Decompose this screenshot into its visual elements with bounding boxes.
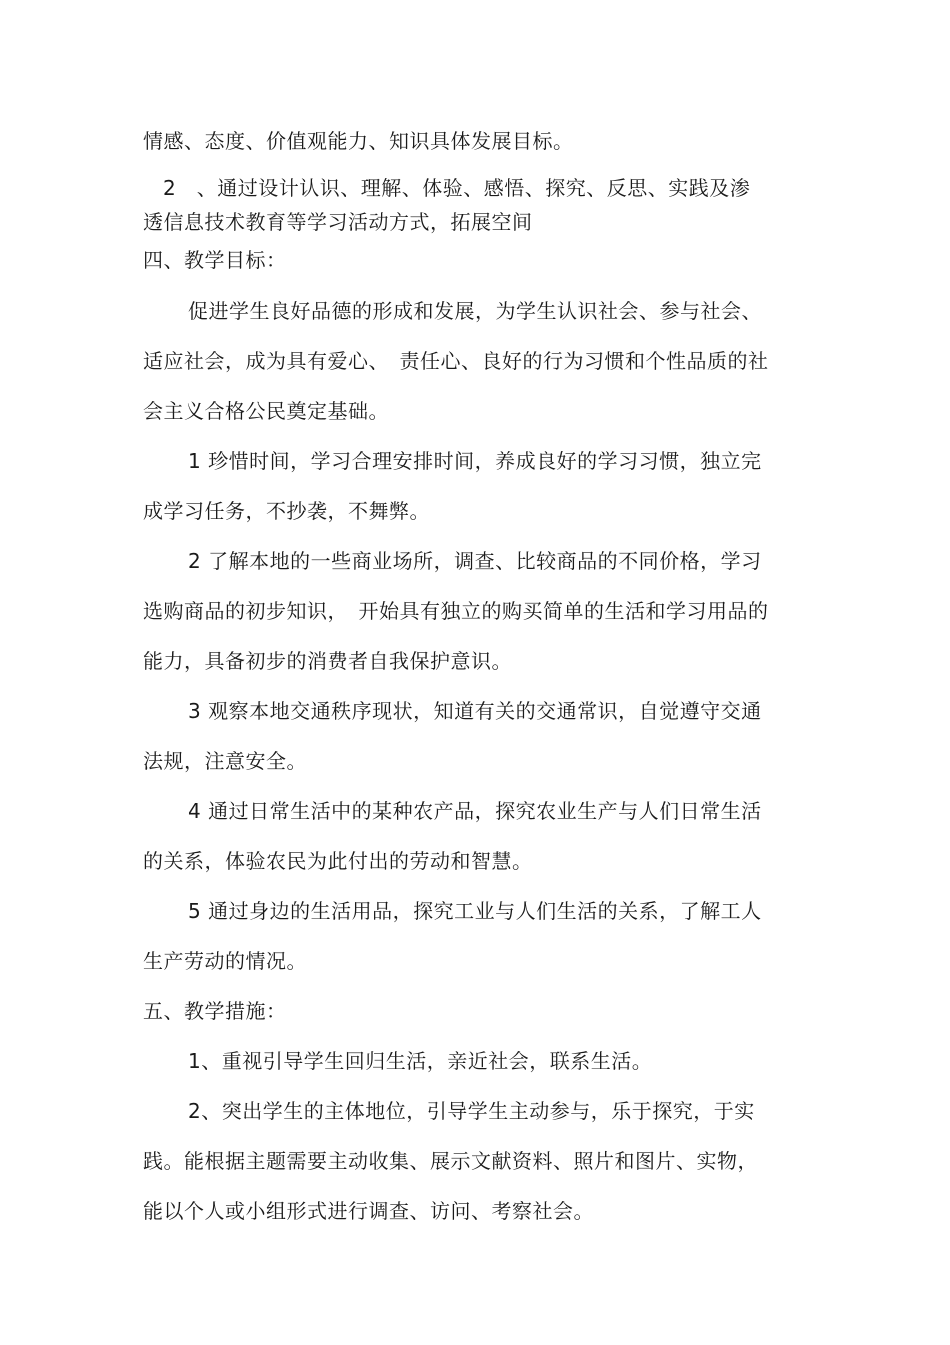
text-line: 情感、态度、价值观能力、知识具体发展目标。 [143, 129, 574, 153]
text-line: 4 通过日常生活中的某种农产品，探究农业生产与人们日常生活 [188, 799, 762, 823]
text-line: 的关系，体验农民为此付出的劳动和智慧。 [143, 849, 533, 873]
section-heading: 四、教学目标： [143, 248, 287, 272]
text-line: 促进学生良好品德的形成和发展，为学生认识社会、参与社会、 [188, 299, 762, 323]
text-line: 1、重视引导学生回归生活，亲近社会，联系生活。 [188, 1049, 653, 1073]
text-line: 能力，具备初步的消费者自我保护意识。 [143, 649, 512, 673]
text-line: 3 观察本地交通秩序现状，知道有关的交通常识，自觉遵守交通 [188, 699, 762, 723]
text-line: 成学习任务，不抄袭，不舞弊。 [143, 499, 430, 523]
text-line: 2、突出学生的主体地位，引导学生主动参与，乐于探究，于实 [188, 1099, 755, 1123]
text-line: 5 通过身边的生活用品，探究工业与人们生活的关系，了解工人 [188, 899, 762, 923]
text-line: 适应社会，成为具有爱心、 责任心、良好的行为习惯和个性品质的社 [143, 349, 769, 373]
text-line: 2 了解本地的一些商业场所，调查、比较商品的不同价格，学习 [188, 549, 762, 573]
text-line: 透信息技术教育等学习活动方式，拓展空间 [143, 210, 533, 234]
text-line: 选购商品的初步知识， 开始具有独立的购买简单的生活和学习用品的 [143, 599, 769, 623]
text-line: 法规，注意安全。 [143, 749, 307, 773]
text-line: 能以个人或小组形式进行调查、访问、考察社会。 [143, 1199, 594, 1223]
text-line: 会主义合格公民奠定基础。 [143, 399, 389, 423]
text-line: 1 珍惜时间，学习合理安排时间，养成良好的学习习惯，独立完 [188, 449, 762, 473]
text-line: 践。能根据主题需要主动收集、展示文献资料、照片和图片、实物， [143, 1149, 758, 1173]
text-line: 2 、通过设计认识、理解、体验、感悟、探究、反思、实践及渗 [163, 176, 751, 200]
text-line: 生产劳动的情况。 [143, 949, 307, 973]
section-heading: 五、教学措施： [143, 999, 287, 1023]
